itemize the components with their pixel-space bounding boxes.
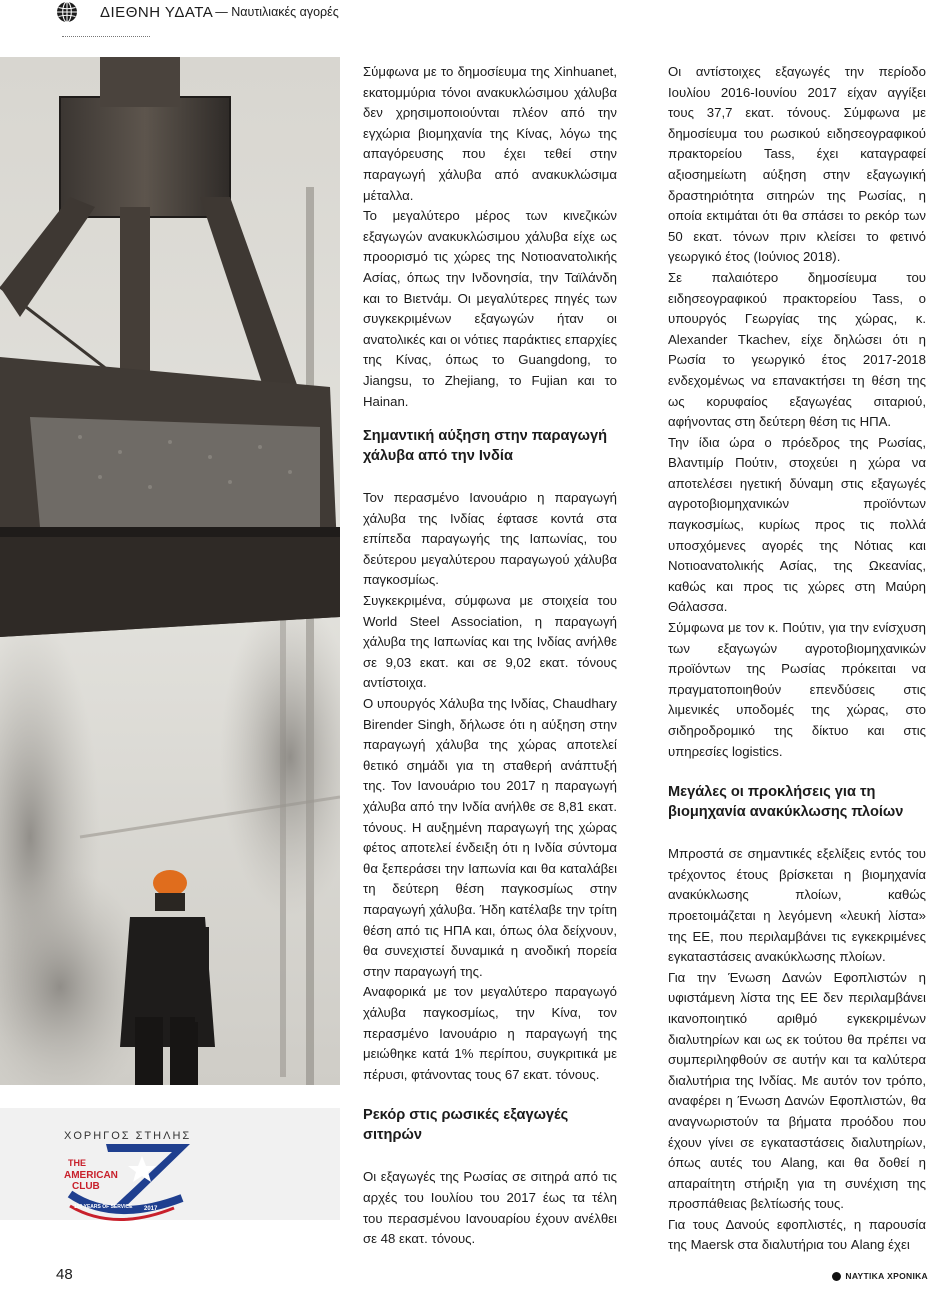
paragraph: Οι αντίστοιχες εξαγωγές την περίοδο Ιουλίου 2016-Ιουνίου 2017 είχαν αγγίξει τους 37,7 εκατ. τόνους. Σύμφωνα με δημοσίευμα του ρωσικού ειδησεογραφικού πρακτορείου Tass, έχει καταγραφεί αξιοσημείωτη αύξηση στην εξαγωγική δραστηριότητα σιτηρών της Ρωσίας, η οποία εκτιμάται ότι θα σπάσει το ρεκόρ των 50 εκατ. τόνων πριν κλείσει το φετινό γεωργικό έτος (Ιούνιος 2018). xyxy=(668,64,926,265)
sponsor-box xyxy=(0,1108,340,1220)
section-subtitle: — Ναυτιλιακές αγορές xyxy=(215,5,339,19)
paragraph: Για την Ένωση Δανών Εφοπλιστών η υφιστάμενη λίστα της ΕΕ δεν περιλαμβάνει ικανοποιητικό αριθμό εγκεκριμένων διαλυτηρίων και ως εκ τούτου θα πρέπει να συμπεριληφθούν σε αυτήν και τα καλύτερα διαλυτήρια της Ινδίας. Με αυτόν τον τρόπο, αναφέρει η Ένωση Δανών Εφοπλιστών, θα αναγνωριστούν τα βήματα προόδου που έχουν γίνει σε εγκαταστάσεις διαλυτηρίων, όπως αυτές του Alang, και θα δοθεί η απαραίτητη στήριξη για τη συνέχιση της προσπάθειας βελτίωσής τους. xyxy=(668,969,926,1212)
brand-name: ΝΑΥΤΙΚΑ ΧΡΟΝΙΚΑ xyxy=(845,1271,928,1281)
page-number: 48 xyxy=(56,1266,73,1283)
steel-grab-photo xyxy=(0,57,340,1085)
paragraph: Αναφορικά με τον μεγαλύτερο παραγωγό χάλυβα παγκοσμίως, την Κίνα, τον περασμένο Ιανουάριο η παραγωγή της μειώθηκε κατά 1% περίπου, συγκριτικά με πέρυσι, φτάνοντας τους 67 εκατ. τόνους. xyxy=(363,984,617,1082)
globe-icon xyxy=(56,1,78,23)
paragraph: Μπροστά σε σημαντικές εξελίξεις εντός του τρέχοντος έτους βρίσκεται η βιομηχανία ανακύκλωσης πλοίων, καθώς προετοιμάζεται η λεγόμενη «λευκή λίστα» της ΕΕ, που περιλαμβάνει τις εγκεκριμένες εγκαταστάσεις ανακύκλωσης πλοίων. xyxy=(668,846,926,965)
paragraph: Για τους Δανούς εφοπλιστές, η παρουσία της Maersk στα διαλυτήρια του Alang έχει xyxy=(668,1216,926,1253)
paragraph: Τον περασμένο Ιανουάριο η παραγωγή χάλυβα της Ινδίας έφτασε κοντά στα επίπεδα παραγωγής της Ιαπωνίας, του δεύτερου μεγαλύτερου παραγωγού χάλυβα παγκοσμίως. xyxy=(363,490,617,588)
crane-grab-illustration xyxy=(0,57,340,1085)
paragraph: Την ίδια ώρα ο πρόεδρος της Ρωσίας, Βλαντιμίρ Πούτιν, στοχεύει η χώρα να αποτελέσει ηγετική δύναμη στις εξαγωγές αγροτοβιομηχανικών προϊόντων παγκοσμίως, κυρίως προς τις πολλά υποσχόμενες αγορές της Νότιας και Νοτιοανατολικής Ασίας, της Ωκεανίας, καθώς και προς τις χώρες στη Μαύρη Θάλασσα. xyxy=(668,434,926,615)
svg-text:100 YEARS OF SERVICE: 100 YEARS OF SERVICE xyxy=(74,1204,133,1210)
subheading-ship-recycling: Μεγάλες οι προκλήσεις για τη βιομηχανία ανακύκλωσης πλοίων xyxy=(668,784,904,821)
paragraph: Σε παλαιότερο δημοσίευμα του ειδησεογραφικού πρακτορείου Tass, ο υπουργός Γεωργίας της χώρας, κ. Alexander Tkachev, είχε δηλώσει ότι η Ρωσία το γεωργικό έτος 2017-2018 ενδεχομένως να επανακτήσει τη θέση της ως κορυφαίος εξαγωγέας σιταριού, αφήνοντας στη δεύτερη θέση τις ΗΠΑ. xyxy=(668,269,926,430)
american-club-logo xyxy=(64,1142,192,1222)
paragraph: Ο υπουργός Χάλυβα της Ινδίας, Chaudhary Birender Singh, δήλωσε ότι η αύξηση στην παραγωγή χάλυβα της χώρας αποτελεί θετικό σημάδι για τη σταθερή ανάπτυξή της. Τον Ιανουάριο του 2017 η παραγωγή χάλυβα από την Ινδία ανήλθε σε 8,81 εκατ. τόνους. Η αυξημένη παραγωγή της χώρας φέτος αποτελεί ένδειξη ότι η Ινδία σύντομα θα ξεπεράσει την Ιαπωνία και θα καταλάβει τη δεύτερη θέση παγκοσμίως στην παραγωγή χάλυβα. Ήδη κατέλαβε την τρίτη θέση από τις ΗΠΑ και, όπως όλα δείχνουν, θα συνεχιστεί δυναμικά η ανοδική πορεία στην παραγωγή της. xyxy=(363,696,617,979)
section-title: ΔΙΕΘΝΗ ΥΔΑΤΑ xyxy=(100,3,214,21)
svg-text:THE: THE xyxy=(68,1158,86,1168)
article-column-2 xyxy=(668,62,926,1256)
svg-text:CLUB: CLUB xyxy=(72,1181,100,1192)
subheading-russian-grain: Ρεκόρ στις ρωσικές εξαγωγές σιτηρών xyxy=(363,1107,569,1144)
svg-text:AMERICAN: AMERICAN xyxy=(64,1170,118,1181)
publication-brand xyxy=(832,1271,928,1281)
paragraph: Σύμφωνα με το δημοσίευμα της Xinhuanet, εκατομμύρια τόνοι ανακυκλώσιμου χάλυβα δεν χρησιμοποιούνται πλέον από την εγχώρια βιομηχανία της Κίνας, λόγω της απαγόρευσης που έχει τεθεί στην παραγωγή χάλυβα από ανακυκλώσιμα μέταλλα. xyxy=(363,64,617,203)
header-divider xyxy=(62,36,150,37)
article-column-1 xyxy=(363,62,617,1250)
brand-dot-icon xyxy=(832,1272,841,1281)
paragraph: Συγκεκριμένα, σύμφωνα με στοιχεία του World Steel Association, η παραγωγή χάλυβα της Ιαπωνίας και της Ινδίας ανήλθε σε 9,03 εκατ. και σε 9,02 εκατ. τόνους αντίστοιχα. xyxy=(363,593,617,691)
subheading-india-steel: Σημαντική αύξηση στην παραγωγή χάλυβα από την Ινδία xyxy=(363,428,607,465)
paragraph: Το μεγαλύτερο μέρος των κινεζικών εξαγωγών ανακυκλώσιμου χάλυβα είχε ως προορισμό τις χώρες της Νοτιοανατολικής Ασίας, όπως την Ινδονησία, την Ταϊλάνδη και το Βιετνάμ. Οι μεγαλύτερες πηγές των συγκεκριμένων εξαγωγών ήταν οι ανατολικές και οι νότιες παράκτιες επαρχίες της Κίνας, όπως το Guangdong, το Jiangsu, το Zhejiang, το Fujian και το Hainan. xyxy=(363,208,617,409)
page-header xyxy=(56,0,376,24)
paragraph: Σύμφωνα με τον κ. Πούτιν, για την ενίσχυση των εξαγωγών αγροτοβιομηχανικών προϊόντων της Ρωσίας πρόκειται να πραγματοποιηθούν επενδύσεις στις λιμενικές υποδομές της χώρας, στο σιδηροδρομικό της δίκτυο και στις υπηρεσίες logistics. xyxy=(668,620,926,759)
paragraph: Οι εξαγωγές της Ρωσίας σε σιτηρά από τις αρχές του Ιουλίου του 2017 έως τα τέλη του περασμένου Ιανουαρίου έχουν ανέλθει σε 48 εκατ. τόνους. xyxy=(363,1169,617,1247)
svg-text:2017: 2017 xyxy=(144,1206,158,1212)
sponsor-label: ΧΟΡΗΓΟΣ ΣΤΗΛΗΣ xyxy=(64,1130,192,1142)
